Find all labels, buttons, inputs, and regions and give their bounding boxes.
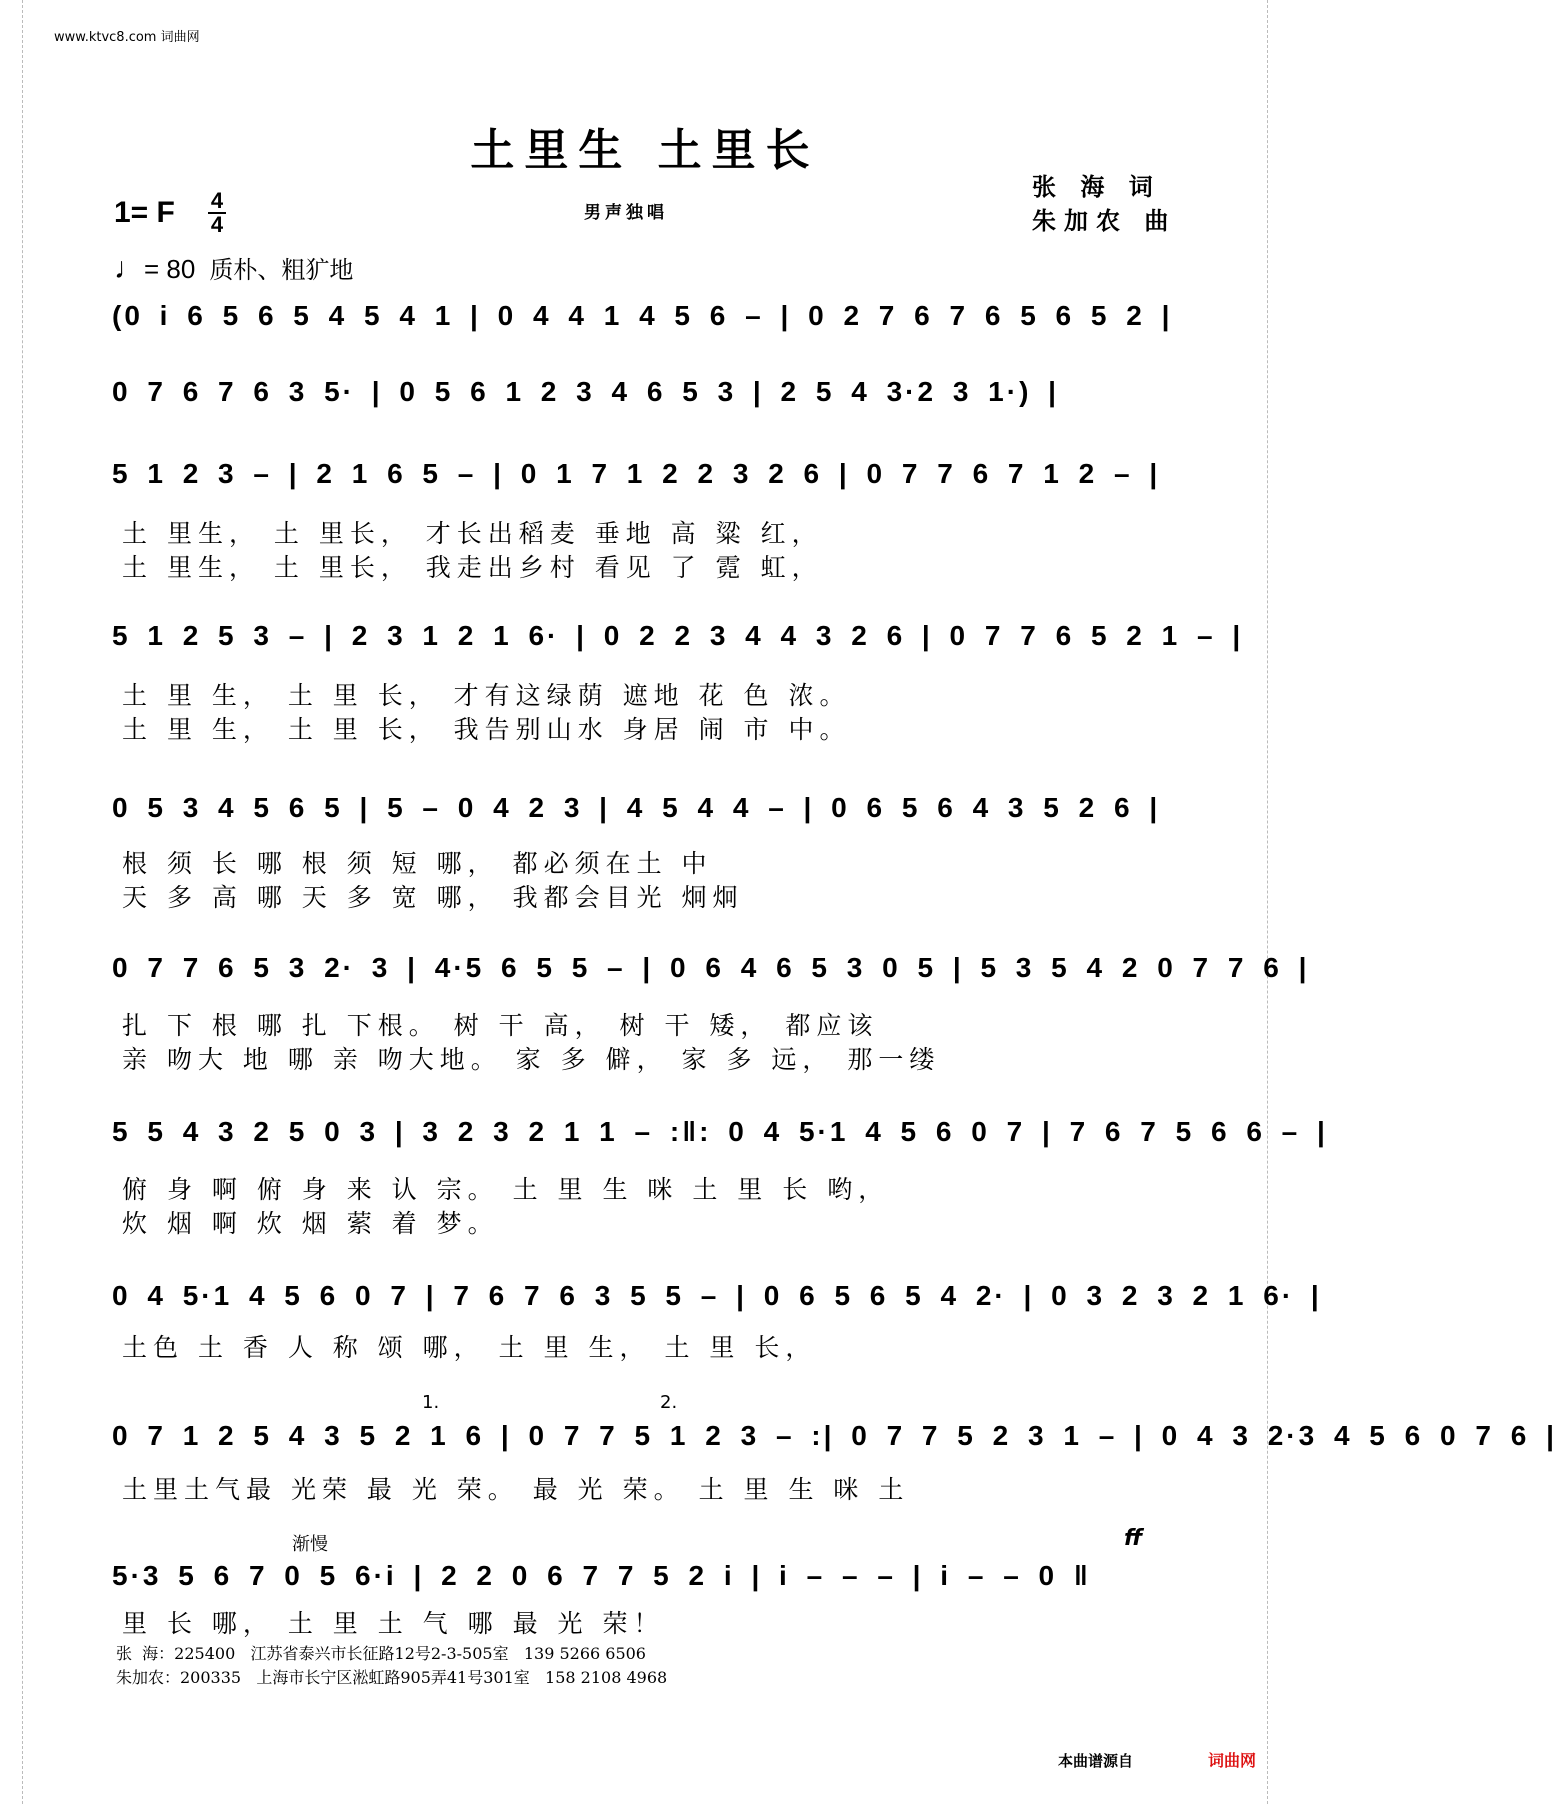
volta-first-ending: 1. — [422, 1392, 440, 1413]
notation-line: 0 4 5·1 4 5 6 0 7 | 7 6 7 6 3 5 5 – | 0 6 5 6 5 4 2· | 0 3 2 3 2 1 6· | — [112, 1280, 1322, 1311]
composer: 朱加农 曲 — [1032, 207, 1177, 235]
lyric-verse-1: 土 里 生， 土 里 长， 才有这绿荫 遮地 花 色 浓。 — [122, 681, 851, 710]
ritardando-marking: 渐慢 — [292, 1534, 328, 1555]
fortissimo-marking: ff — [1124, 1526, 1143, 1551]
lyric-verse-1: 扎 下 根 哪 扎 下根。 树 干 高， 树 干 矮， 都应该 — [122, 1011, 879, 1040]
score-system — [112, 1116, 1328, 1238]
expression-text: 质朴、粗犷地 — [209, 257, 354, 284]
notation-line: 0 7 6 7 6 3 5· | 0 5 6 1 2 3 4 6 5 3 | 2 5 4 3·2 3 1·) | — [112, 376, 1060, 407]
contact-info — [116, 1642, 667, 1690]
notation-line: 5 5 4 3 2 5 0 3 | 3 2 3 2 1 1 – :‖: 0 4 5·1 4 5 6 0 7 | 7 6 7 5 6 6 – | — [112, 1116, 1328, 1147]
volta-second-ending: 2. — [660, 1392, 678, 1413]
notation-line: 5·3 5 6 7 0 5 6·i | 2 2 0 6 7 7 5 2 i | i – – – | i – – 0 ‖ — [112, 1560, 1091, 1591]
song-title: 土里生 土里长 — [470, 125, 820, 176]
score-system — [112, 620, 1244, 744]
contact-lyricist: 张 海：225400 江苏省泰兴市长征路12号2-3-505室 139 5266 6506 — [116, 1644, 646, 1663]
key-signature: 1= F — [114, 196, 175, 229]
lyric-verse-1: 土里土气最 光荣 最 光 荣。 最 光 荣。 土 里 生 咪 土 — [122, 1475, 910, 1504]
right-margin-strip — [1267, 0, 1290, 1804]
score-system — [112, 952, 1310, 1074]
score-system — [112, 458, 1180, 582]
lyric-verse-1: 里 长 哪， 土 里 土 气 哪 最 光 荣！ — [122, 1609, 665, 1638]
lyric-verse-2: 土 里生， 土 里长， 我走出乡村 看见 了 霓 虹， — [122, 553, 823, 582]
score-system — [112, 1280, 1322, 1362]
source-label: 本曲谱源自 — [1058, 1752, 1134, 1770]
contact-composer: 朱加农：200335 上海市长宁区淞虹路905弄41号301室 158 2108 4968 — [116, 1668, 668, 1687]
performance-type: 男声独唱 — [584, 203, 668, 223]
notation-line: 5 1 2 5 3 – | 2 3 1 2 1 6· | 0 2 2 3 4 4 3 2 6 | 0 7 7 6 5 2 1 – | — [112, 620, 1244, 651]
notation-line: 0 7 7 6 5 3 2· 3 | 4·5 6 5 5 – | 0 6 4 6 5 3 0 5 | 5 3 5 4 2 0 7 7 6 | — [112, 952, 1310, 983]
lyric-verse-1: 俯 身 啊 俯 身 来 认 宗。 土 里 生 咪 土 里 长 哟， — [122, 1175, 890, 1204]
notation-line: (0 i 6 5 6 5 4 5 4 1 | 0 4 4 1 4 5 6 – | 0 2 7 6 7 6 5 6 5 2 | — [112, 300, 1173, 331]
notation-line: 5 1 2 3 – | 2 1 6 5 – | 0 1 7 1 2 2 3 2 6 | 0 7 7 6 7 1 2 – | — [112, 458, 1161, 489]
quarter-note-icon: ♩ — [114, 252, 144, 285]
lyric-verse-1: 根 须 长 哪 根 须 短 哪， 都必须在土 中 — [122, 849, 713, 878]
score-system — [112, 300, 1180, 332]
lyric-verse-1: 土 里生， 土 里长， 才长出稻麦 垂地 高 粱 红， — [122, 519, 823, 548]
tempo-value: = 80 — [144, 254, 196, 284]
brand-logo[interactable]: 词曲网 — [1208, 1751, 1257, 1770]
lyric-verse-2: 炊 烟 啊 炊 烟 萦 着 梦。 — [122, 1209, 499, 1238]
lyric-verse-2: 土 里 生， 土 里 长， 我告别山水 身居 闹 市 中。 — [122, 715, 851, 744]
left-margin-strip — [0, 0, 23, 1804]
time-bottom: 4 — [210, 212, 224, 237]
lyric-verse-2: 天 多 高 哪 天 多 宽 哪， 我都会目光 炯炯 — [122, 883, 744, 912]
score-system — [112, 1526, 1180, 1638]
credits — [1032, 170, 1176, 238]
lyric-verse-2: 亲 吻大 地 哪 亲 吻大地。 家 多 僻， 家 多 远， 那一缕 — [122, 1045, 941, 1074]
site-url[interactable]: www.ktvc8.com 词曲网 — [54, 30, 200, 45]
lyricist: 张 海 词 — [1032, 173, 1161, 201]
score-system — [112, 376, 1180, 408]
time-top: 4 — [210, 188, 224, 213]
notation-line: 0 7 1 2 5 4 3 5 2 1 6 | 0 7 7 5 1 2 3 – :| 0 7 7 5 2 3 1 – | 0 4 3 2·3 4 5 6 0 7 6 | — [112, 1420, 1557, 1451]
score-system — [112, 792, 1180, 912]
lyric-verse-1: 土色 土 香 人 称 颂 哪， 土 里 生， 土 里 长， — [122, 1333, 817, 1362]
tempo-marking — [114, 250, 353, 286]
score-system — [112, 1392, 1557, 1504]
time-signature — [208, 190, 226, 236]
notation-line: 0 5 3 4 5 6 5 | 5 – 0 4 2 3 | 4 5 4 4 – | 0 6 5 6 4 3 5 2 6 | — [112, 792, 1161, 823]
